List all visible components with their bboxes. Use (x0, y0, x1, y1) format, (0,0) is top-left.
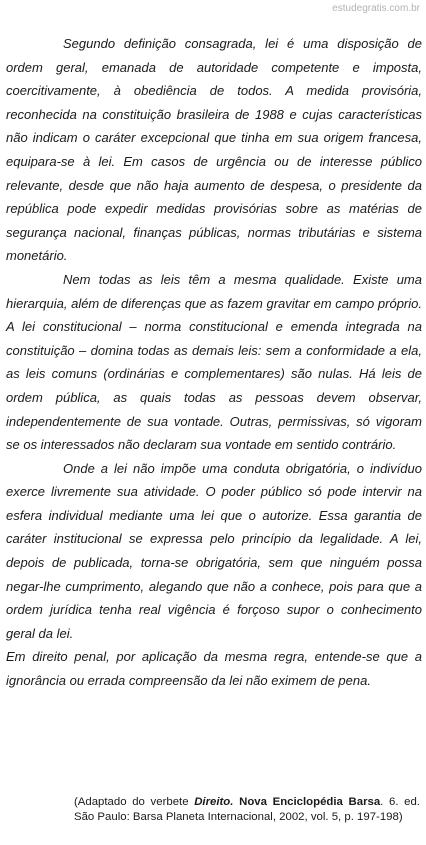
citation-prefix: (Adaptado do verbete (74, 796, 195, 808)
citation-entry: Direito. (194, 796, 234, 808)
site-watermark: estudegratis.com.br (332, 3, 420, 14)
paragraph-4: Em direito penal, por aplicação da mesma regra, entende-se que a ignorância ou errada compreensão da lei não eximem de pena. (6, 649, 422, 689)
paragraph-2: Nem todas as leis têm a mesma qualidade. Existe uma hierarquia, além de diferenças que as fazem gravitar em campo próprio. A lei constitucional – norma constitucional e emenda integrada na constituição – domina todas as demais leis: sem a conformidade a ela, as leis comuns (ordinárias e complementares) são nulas. Há leis de ordem pública, as quais todas as pessoas devem observar, independentemente de sua vontade. Outras, permissivas, só vigoram se os interessados não declaram sua vontade em sentido contrário. (6, 271, 422, 453)
article-text (6, 32, 422, 693)
paragraph-1: Segundo definição consagrada, lei é uma disposição de ordem geral, emanada de autoridade competente e imposta, coercitivamente, à obediência de todos. A medida provisória, reconhecida na constituição brasileira de 1988 e cujas características não indicam o caráter excepcional que tinha em sua origem francesa, equipara-se à lei. Em casos de urgência ou de interesse público relevante, desde que não haja aumento de despesa, o presidente da república pode expedir medidas provisórias sobre as matérias de segurança nacional, finanças públicas, normas tributárias e sistema monetário. (6, 36, 422, 264)
source-citation (74, 795, 420, 825)
paragraph-3: Onde a lei não impõe uma conduta obrigatória, o indivíduo exerce livremente sua atividade. O poder público só pode intervir na esfera individual mediante uma lei que o autorize. Essa garantia de caráter institucional se expressa pelo princípio da legalidade. A lei, depois de publicada, torna-se obrigatória, sem que ninguém possa negar-lhe cumprimento, alegando que não a conhece, pois para que a ordem jurídica tenha real vigência é forçoso supor o conhecimento geral da lei. (6, 460, 422, 641)
citation-source: Nova Enciclopédia Barsa (233, 796, 381, 808)
citation-details: . 6. ed. São Paulo: Barsa Planeta Internacional, 2002, vol. 5, p. 197-198) (74, 796, 420, 823)
